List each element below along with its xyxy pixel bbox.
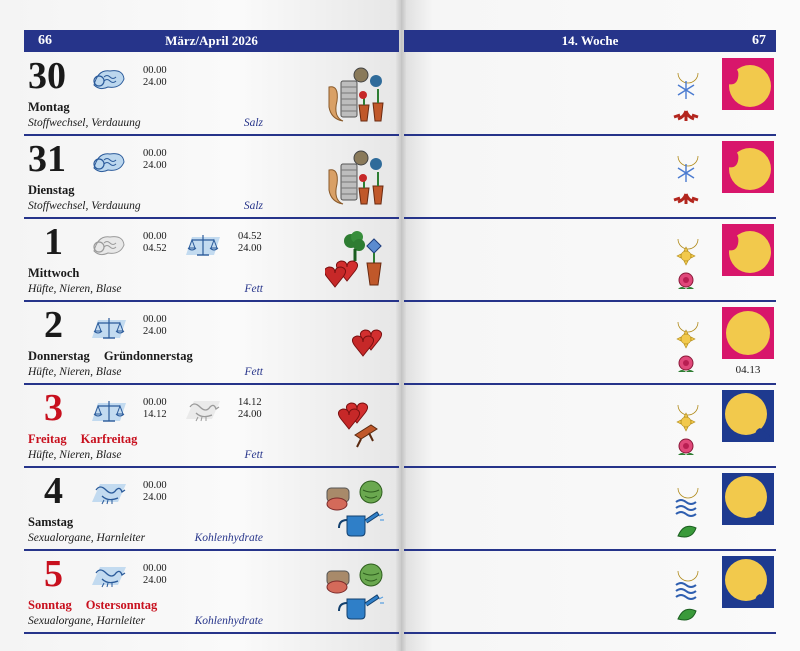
holiday-name: Ostersonntag bbox=[85, 598, 158, 612]
day-notes-row bbox=[404, 385, 776, 468]
day-name-line bbox=[28, 266, 93, 281]
day-number: 3 bbox=[44, 387, 63, 429]
weekday-name: Donnerstag bbox=[28, 349, 90, 363]
left-page-number: 66 bbox=[38, 33, 52, 48]
day-notes-row bbox=[404, 302, 776, 385]
day-row bbox=[24, 551, 399, 634]
start-time: 14.12 bbox=[238, 397, 262, 408]
end-time: 24.00 bbox=[143, 76, 167, 88]
organs-text: Hüfte, Nieren, Blase bbox=[28, 366, 122, 378]
nutrient-text: Salz bbox=[243, 200, 263, 212]
start-time: 00.00 bbox=[143, 65, 167, 76]
organs-text: Sexualorgane, Harnleiter bbox=[28, 532, 146, 544]
weekday-name: Sonntag bbox=[28, 598, 72, 612]
time-range bbox=[143, 563, 167, 586]
weekday-name: Dienstag bbox=[28, 183, 75, 197]
nutrient-text: Fett bbox=[244, 449, 263, 461]
day-row bbox=[24, 136, 399, 219]
aquarius-icon bbox=[90, 146, 128, 176]
moon-descending-icon bbox=[672, 59, 700, 129]
day-row bbox=[24, 53, 399, 136]
day-row bbox=[24, 385, 399, 468]
scorpio-icon bbox=[90, 478, 128, 508]
root-vegetables-icon bbox=[325, 144, 389, 210]
right-page-number: 67 bbox=[752, 33, 766, 48]
time-range bbox=[143, 397, 167, 420]
root-vegetables-icon bbox=[325, 61, 389, 127]
end-time: 24.00 bbox=[143, 159, 167, 171]
nutrient-text: Salz bbox=[243, 117, 263, 129]
moon-water-icon bbox=[672, 557, 700, 627]
end-time: 24.00 bbox=[238, 408, 262, 420]
time-range bbox=[143, 231, 167, 254]
day-notes-row bbox=[404, 468, 776, 551]
moon-descending-icon bbox=[672, 142, 700, 212]
day-number: 1 bbox=[44, 221, 63, 263]
day-notes-row bbox=[404, 53, 776, 136]
day-name-line bbox=[28, 183, 89, 198]
end-time: 04.52 bbox=[143, 242, 167, 254]
hearts-tools-icon bbox=[325, 393, 389, 459]
day-name-line bbox=[28, 100, 84, 115]
day-notes-row bbox=[404, 136, 776, 219]
moon-phase-time: 04.13 bbox=[735, 364, 761, 376]
month-title: März/April 2026 bbox=[165, 33, 258, 48]
moon-phase-icon bbox=[722, 58, 774, 110]
weekday-name: Freitag bbox=[28, 432, 67, 446]
weekday-name: Mittwoch bbox=[28, 266, 80, 280]
libra-icon bbox=[90, 395, 128, 425]
nutrient-text: Fett bbox=[244, 283, 263, 295]
weekday-name: Samstag bbox=[28, 515, 74, 529]
day-number: 4 bbox=[44, 470, 63, 512]
day-row bbox=[24, 219, 399, 302]
moon-phase-icon bbox=[722, 390, 774, 442]
time-range bbox=[143, 314, 167, 337]
day-row bbox=[24, 302, 399, 385]
time-range bbox=[143, 480, 167, 503]
day-name-line bbox=[28, 349, 193, 364]
week-title: 14. Woche bbox=[561, 33, 619, 48]
organs-text: Sexualorgane, Harnleiter bbox=[28, 615, 146, 627]
holiday-name: Karfreitag bbox=[80, 432, 138, 446]
day-number: 2 bbox=[44, 304, 63, 346]
start-time: 00.00 bbox=[143, 148, 167, 159]
end-time: 24.00 bbox=[238, 242, 262, 254]
organs-text: Hüfte, Nieren, Blase bbox=[28, 283, 122, 295]
start-time: 04.52 bbox=[238, 231, 262, 242]
time-range bbox=[143, 65, 167, 88]
moon-phase-icon bbox=[722, 224, 774, 276]
aquarius-icon bbox=[90, 63, 128, 93]
moon-phase-icon bbox=[722, 473, 774, 525]
weekday-name: Montag bbox=[28, 100, 70, 114]
scorpio-faded-icon bbox=[184, 395, 222, 425]
organs-text: Stoffwechsel, Verdauung bbox=[28, 200, 141, 212]
start-time: 00.00 bbox=[143, 397, 167, 408]
day-number: 30 bbox=[28, 55, 66, 97]
hearts-icon bbox=[325, 310, 389, 376]
nutrient-text: Fett bbox=[244, 366, 263, 378]
time-range bbox=[238, 231, 262, 254]
end-time: 24.00 bbox=[143, 574, 167, 586]
start-time: 00.00 bbox=[143, 231, 167, 242]
time-range bbox=[143, 148, 167, 171]
day-name-line bbox=[28, 598, 157, 613]
moon-water-icon bbox=[672, 474, 700, 544]
leaf-vegetables-icon bbox=[325, 559, 389, 625]
start-time: 00.00 bbox=[143, 314, 167, 325]
moon-phase-icon bbox=[722, 556, 774, 608]
day-notes-row bbox=[404, 219, 776, 302]
nutrient-text: Kohlenhydrate bbox=[194, 615, 263, 627]
day-row bbox=[24, 468, 399, 551]
libra-icon bbox=[184, 229, 222, 259]
day-number: 5 bbox=[44, 553, 63, 595]
flower-leaf-icon bbox=[325, 227, 389, 293]
holiday-name: Gründonnerstag bbox=[103, 349, 193, 363]
moon-ascending-icon bbox=[672, 308, 700, 378]
day-name-line bbox=[28, 432, 137, 447]
moon-phase-icon bbox=[722, 307, 774, 359]
end-time: 24.00 bbox=[143, 325, 167, 337]
day-notes-row bbox=[404, 551, 776, 634]
moon-phase-icon bbox=[722, 141, 774, 193]
start-time: 00.00 bbox=[143, 563, 167, 574]
organs-text: Hüfte, Nieren, Blase bbox=[28, 449, 122, 461]
libra-icon bbox=[90, 312, 128, 342]
left-page-header bbox=[24, 30, 399, 52]
moon-ascending-icon bbox=[672, 391, 700, 461]
aquarius-faded-icon bbox=[90, 229, 128, 259]
scorpio-icon bbox=[90, 561, 128, 591]
organs-text: Stoffwechsel, Verdauung bbox=[28, 117, 141, 129]
end-time: 14.12 bbox=[143, 408, 167, 420]
start-time: 00.00 bbox=[143, 480, 167, 491]
right-page-header bbox=[404, 30, 776, 52]
moon-ascending-icon bbox=[672, 225, 700, 295]
end-time: 24.00 bbox=[143, 491, 167, 503]
time-range bbox=[238, 397, 262, 420]
leaf-vegetables-icon bbox=[325, 476, 389, 542]
day-name-line bbox=[28, 515, 87, 530]
day-number: 31 bbox=[28, 138, 66, 180]
nutrient-text: Kohlenhydrate bbox=[194, 532, 263, 544]
